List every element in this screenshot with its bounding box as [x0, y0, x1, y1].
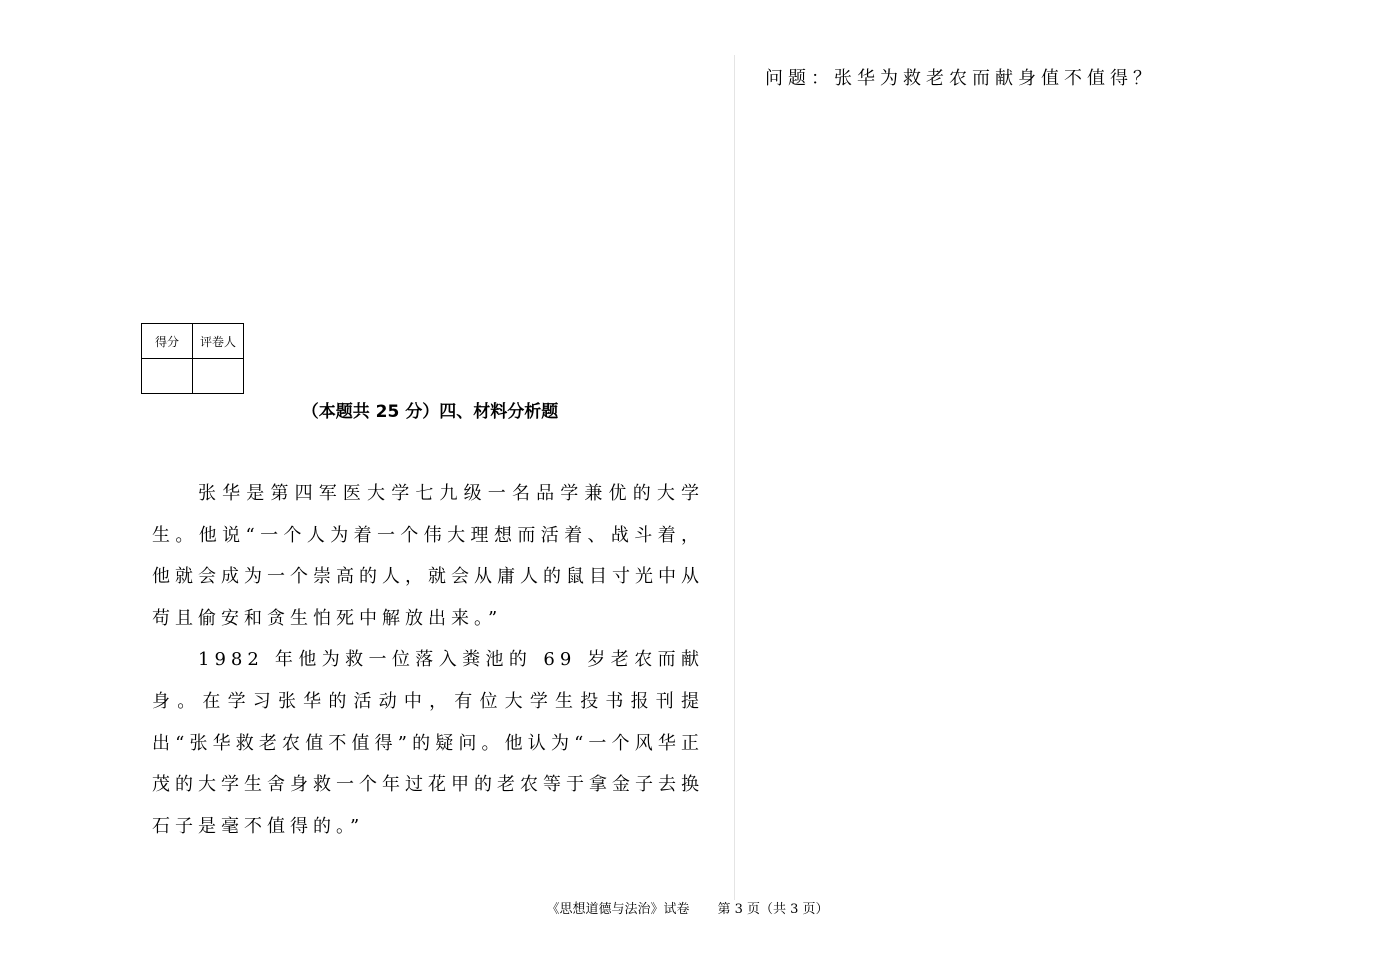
grader-cell[interactable]	[193, 359, 244, 394]
column-divider	[734, 55, 735, 900]
score-label: 得分	[142, 324, 193, 359]
section-title: （本题共 25 分）四、材料分析题	[301, 402, 559, 422]
material-passage	[152, 473, 704, 847]
footer-page-number: 第 3 页（共 3 页）	[717, 902, 829, 917]
score-box	[141, 323, 244, 394]
passage-paragraph: 1982 年他为救一位落入粪池的 69 岁老农而献身。在学习张华的活动中，有位大学生投书报刊提出“张华救老农值不值得”的疑问。他认为“一个风华正茂的大学生舍身救一个年过花甲的老农等于拿金子去换石子是毫不值得的。”	[152, 649, 704, 837]
question-text: 问题：张华为救老农而献身值不值得？	[765, 68, 1156, 89]
score-cell[interactable]	[142, 359, 193, 394]
page-footer	[0, 898, 1375, 917]
grader-label: 评卷人	[193, 324, 244, 359]
footer-course-title: 《思想道德与法治》试卷	[546, 902, 690, 917]
passage-paragraph: 张华是第四军医大学七九级一名品学兼优的大学生。他说“一个人为着一个伟大理想而活着、战斗着，他就会成为一个崇高的人，就会从庸人的鼠目寸光中从苟且偷安和贪生怕死中解放出来。”	[152, 483, 704, 629]
